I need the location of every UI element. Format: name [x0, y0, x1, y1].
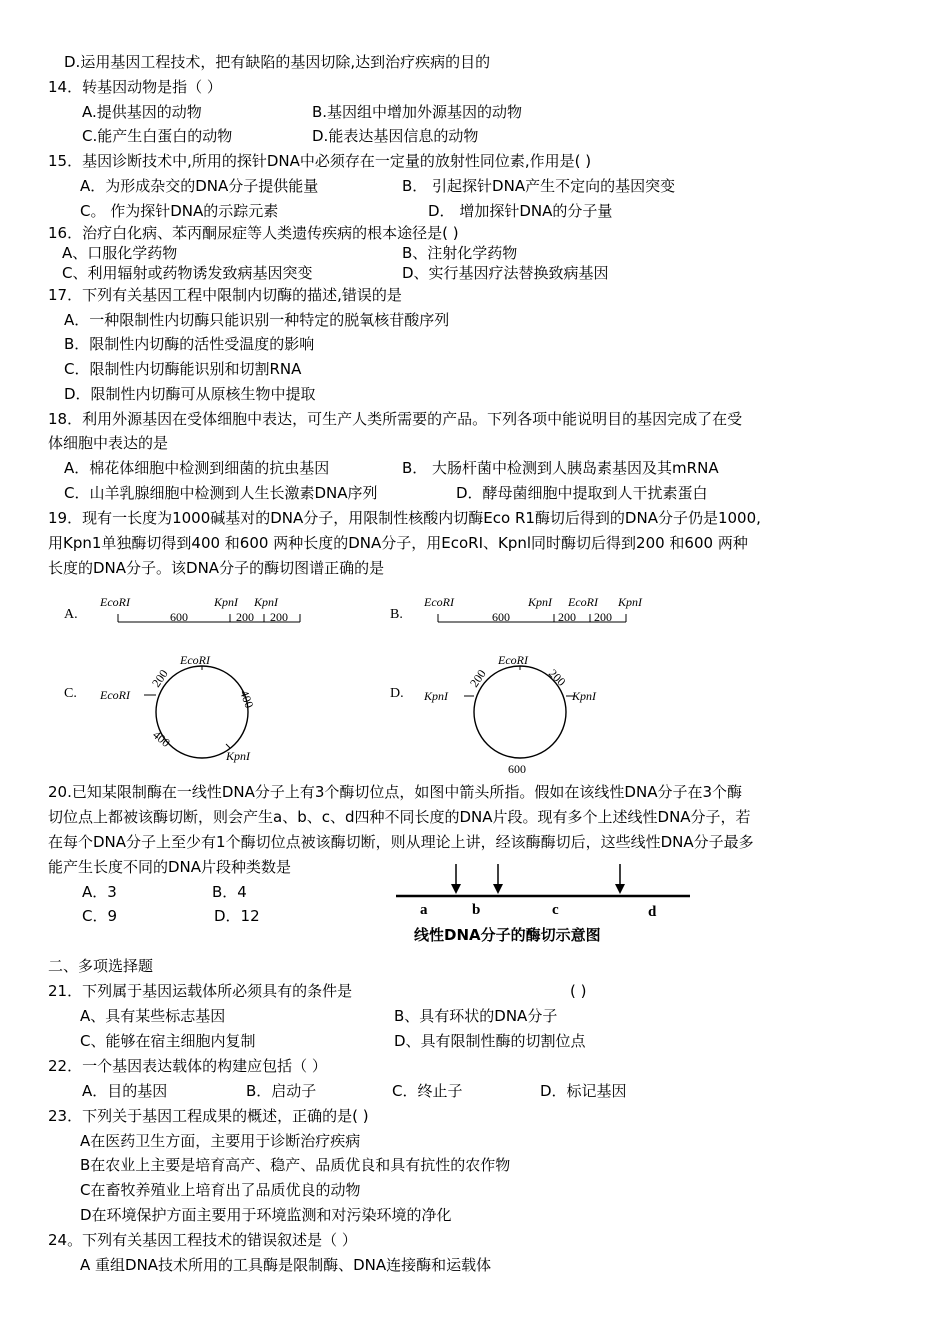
q14-option-c: C.能产生白蛋白的动物 [82, 127, 233, 145]
q23-option-d: D在环境保护方面主要用于环境监测和对污染环境的净化 [80, 1206, 452, 1224]
q23-stem: 23．下列关于基因工程成果的概述，正确的是( ) [48, 1107, 369, 1125]
q15-option-a: A．为形成杂交的DNA分子提供能量 [80, 177, 319, 195]
q20-option-c: C．9 [82, 907, 118, 925]
q21-option-c: C、能够在宿主细胞内复制 [80, 1032, 256, 1050]
q19-figure-a-letter: A. [64, 607, 78, 622]
segment-length-label: 600 [492, 610, 510, 624]
q14-option-a: A.提供基因的动物 [82, 103, 202, 121]
q20-option-a: A．3 [82, 883, 117, 901]
q20-option-d: D．12 [214, 907, 260, 925]
q19-figure-a [60, 590, 320, 636]
cut-tick [226, 744, 230, 748]
restriction-site-label: EcoRI [568, 595, 598, 609]
q20-figure [390, 858, 700, 950]
q24-stem: 24。下列有关基因工程技术的错误叙述是（ ） [48, 1231, 357, 1249]
q18-option-b: B． 大肠杆菌中检测到人胰岛素基因及其mRNA [402, 459, 719, 477]
q17-option-a: A．一种限制性内切酶只能识别一种特定的脱氧核苷酸序列 [64, 311, 450, 329]
restriction-site-label: KpnI [226, 749, 250, 763]
q19-stem-line1: 19．现有一长度为1000碱基对的DNA分子，用限制性核酸内切酶Eco R1酶切后得到的DNA分子仍是1000, [48, 509, 761, 527]
restriction-site-label: KpnI [572, 689, 596, 703]
q17-stem: 17．下列有关基因工程中限制内切酶的描述,错误的是 [48, 286, 402, 304]
segment-length-label: 400 [150, 727, 173, 750]
q22-option-b: B．启动子 [246, 1082, 317, 1100]
q19-figure-c-letter: C. [64, 686, 77, 701]
q16-option-b: B、注射化学药物 [402, 244, 518, 262]
restriction-site-label: KpnI [618, 595, 642, 609]
q22-option-a: A．目的基因 [82, 1082, 168, 1100]
segment-length-label: 200 [545, 666, 569, 689]
q16-option-a: A、口服化学药物 [62, 244, 178, 262]
q14-option-d: D.能表达基因信息的动物 [312, 127, 479, 145]
section-title: 二、多项选择题 [48, 957, 154, 975]
q24-option-a: A 重组DNA技术所用的工具酶是限制酶、DNA连接酶和运载体 [80, 1256, 492, 1274]
segment-length-label: 600 [508, 762, 526, 776]
cut-arrow-icon [615, 884, 625, 894]
q21-answer-blank: ( ) [570, 982, 587, 1000]
restriction-site-label: EcoRI [424, 595, 454, 609]
q17-option-d: D．限制性内切酶可从原核生物中提取 [64, 385, 316, 403]
fragment-label: c [552, 902, 559, 918]
q20-stem-line4: 能产生长度不同的DNA片段种类数是 [48, 858, 292, 876]
restriction-site-label: EcoRI [180, 653, 210, 667]
q23-option-b: B在农业上主要是培育高产、稳产、品质优良和具有抗性的农作物 [80, 1156, 511, 1174]
segment-length-label: 200 [594, 610, 612, 624]
q21-option-d: D、具有限制性酶的切割位点 [394, 1032, 586, 1050]
q20-option-b: B．4 [212, 883, 247, 901]
segment-length-label: 200 [466, 666, 489, 690]
q22-stem: 22．一个基因表达载体的构建应包括（ ） [48, 1057, 327, 1075]
figure-caption: 线性DNA分子的酶切示意图 [414, 926, 601, 944]
segment-length-label: 200 [270, 610, 288, 624]
q13-option-d: D.运用基因工程技术，把有缺陷的基因切除,达到治疗疾病的目的 [64, 53, 491, 71]
segment-length-label: 200 [558, 610, 576, 624]
q21-stem: 21．下列属于基因运载体所必须具有的条件是 [48, 982, 353, 1000]
q15-stem: 15．基因诊断技术中,所用的探针DNA中必须存在一定量的放射性同位素,作用是( ) [48, 152, 592, 170]
q21-option-b: B、具有环状的DNA分子 [394, 1007, 558, 1025]
q23-option-c: C在畜牧养殖业上培育出了品质优良的动物 [80, 1181, 361, 1199]
q16-option-d: D、实行基因疗法替换致病基因 [402, 264, 609, 282]
q20-stem-line2: 切位点上都被该酶切断，则会产生a、b、c、d四种不同长度的DNA片段。现有多个上述线性DNA分子，若 [48, 808, 751, 826]
q21-option-a: A、具有某些标志基因 [80, 1007, 226, 1025]
cut-arrow-icon [451, 884, 461, 894]
restriction-site-label: EcoRI [498, 653, 528, 667]
fragment-label: a [420, 902, 428, 918]
q16-option-c: C、利用辐射或药物诱发致病基因突变 [62, 264, 313, 282]
fragment-label: d [648, 904, 657, 920]
q18-option-c: C．山羊乳腺细胞中检测到人生长激素DNA序列 [64, 484, 378, 502]
q16-stem: 16．治疗白化病、苯丙酮尿症等人类遗传疾病的根本途径是( ) [48, 224, 459, 242]
q22-option-d: D．标记基因 [540, 1082, 627, 1100]
q17-option-c: C．限制性内切酶能识别和切割RNA [64, 360, 302, 378]
restriction-site-label: EcoRI [100, 688, 130, 702]
q19-figure-d [386, 650, 616, 776]
q19-figure-b [386, 590, 666, 636]
restriction-site-label: KpnI [528, 595, 552, 609]
restriction-site-label: KpnI [424, 689, 448, 703]
segment-length-label: 200 [148, 666, 171, 690]
fragment-label: b [472, 902, 481, 918]
q20-stem-line3: 在每个DNA分子上至少有1个酶切位点被该酶切断，则从理论上讲，经该酶酶切后，这些线性DNA分子最多 [48, 833, 754, 851]
restriction-site-label: EcoRI [100, 595, 130, 609]
q19-figure-c [60, 650, 290, 762]
q14-stem: 14．转基因动物是指（ ） [48, 78, 222, 96]
segment-length-label: 600 [170, 610, 188, 624]
q22-option-c: C．终止子 [392, 1082, 463, 1100]
segment-length-label: 400 [237, 688, 257, 710]
q15-option-d: D． 增加探针DNA的分子量 [428, 202, 613, 220]
q18-stem-line1: 18．利用外源基因在受体细胞中表达，可生产人类所需要的产品。下列各项中能说明目的基因完成了在受 [48, 410, 743, 428]
q19-figure-b-letter: B. [390, 607, 403, 622]
q18-stem-line2: 体细胞中表达的是 [48, 434, 169, 452]
segment-length-label: 200 [236, 610, 254, 624]
q14-option-b: B.基因组中增加外源基因的动物 [312, 103, 523, 121]
q18-option-a: A．棉花体细胞中检测到细菌的抗虫基因 [64, 459, 330, 477]
q15-option-c: C。 作为探针DNA的示踪元素 [80, 202, 279, 220]
restriction-site-label: KpnI [254, 595, 278, 609]
q15-option-b: B． 引起探针DNA产生不定向的基因突变 [402, 177, 676, 195]
q23-option-a: A在医药卫生方面，主要用于诊断治疗疾病 [80, 1132, 361, 1150]
cut-arrow-icon [493, 884, 503, 894]
q20-stem-line1: 20.已知某限制酶在一线性DNA分子上有3个酶切位点，如图中箭头所指。假如在该线性DNA分子在3个酶 [48, 783, 743, 801]
plasmid-circle [156, 666, 248, 758]
restriction-site-label: KpnI [214, 595, 238, 609]
q19-stem-line3: 长度的DNA分子。该DNA分子的酶切图谱正确的是 [48, 559, 385, 577]
q17-option-b: B．限制性内切酶的活性受温度的影响 [64, 335, 315, 353]
q19-stem-line2: 用Kpn1单独酶切得到400 和600 两种长度的DNA分子，用EcoRI、Kpnl同时酶切后得到200 和600 两种 [48, 534, 748, 552]
q19-figure-d-letter: D. [390, 686, 404, 701]
q18-option-d: D．酵母菌细胞中提取到人干扰素蛋白 [456, 484, 708, 502]
